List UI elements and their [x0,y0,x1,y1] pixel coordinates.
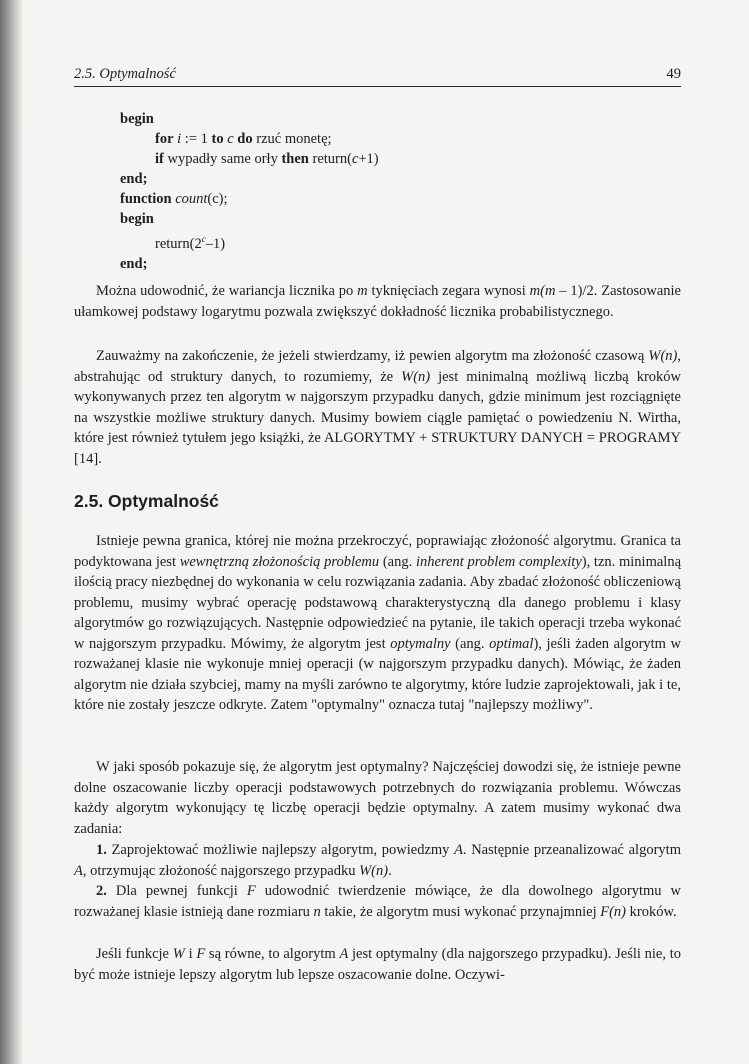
page-number: 49 [666,66,681,82]
algo-line-if: if wypadły same orły then return(c+1) [155,151,379,167]
section-heading: 2.5. Optymalność [74,491,219,511]
algo-line-for: for i := 1 to c do rzuć monetę; [155,131,332,147]
paragraph-how-to-show: W jaki sposób pokazuje się, że algorytm jest optymalny? Najczęściej dowodzi się, że istnieje pewne dolne oszacowanie liczby operacji podstawowych potrzebnych do rozwiązania problemu. Wówczas każdy algorytm wykonujący tę liczbę operacji będzie optymalny. A zatem musimy wykonać dwa zadania: [74,759,681,837]
algo-line-begin: begin [120,111,154,127]
book-spine-shadow [0,0,22,1064]
algo-line-return: return(2$^c$–1) [155,234,226,252]
paragraph-equal-functions: Jeśli funkcje W i F są równe, to algorytm A jest optymalny (dla najgorszego przypadku). Jeśli nie, to być może istnieje lepszy algorytm lub lepsze oszacowanie dolne. Oczywi- [74,946,681,983]
algo-line-function: function count(c); [120,191,228,207]
header-rule [74,86,681,87]
algorithm-block [120,109,379,274]
running-title: 2.5. Optymalność [74,66,176,82]
algo-line-begin-2: begin [120,211,154,227]
algo-line-end-2: end; [120,255,148,272]
paragraph-optimality: Istnieje pewna granica, której nie można przekroczyć, poprawiając złożoność algorytmu. Granica ta podyktowana jest wewnętrzną złożonością problemu (ang. inherent problem complexity), tzn. minimalną ilością pracy niezbędnej do wykonania w celu rozwiązania zadania. Aby zbadać złożoność obliczeniową problemu, musimy wybrać operację podstawową charakterystyczną dla danego problemu i klasy algorytmów go rozwiązujących. Następnie odpowiedzieć na pytanie, ile takich operacji trzeba wykonać w najgorszym przypadku. Mówimy, że algorytm jest optymalny (ang. optimal), jeśli żaden algorytm w rozważanej klasie nie wykonuje mniej operacji (w najgorszym przypadku danych). Mówiąc, że żaden algorytm nie działa szybciej, mamy na myśli zarówno te algorytmy, które ludzie zaprojektowali, jak i te, które nie zostały jeszcze odkryte. Zatem "optymalny" oznacza tutaj "najlepszy możliwy". [74,533,682,713]
task-1: 1. Zaprojektować możliwie najlepszy algorytm, powiedzmy A. Następnie przeanalizować algorytm A, otrzymując złożoność najgorszego przypadku W(n). [74,842,681,879]
paragraph-conclusion: Zauważmy na zakończenie, że jeżeli stwierdzamy, iż pewien algorytm ma złożoność czasową W(n), abstrahując od struktury danych, to rozumiemy, że W(n) jest minimalną możliwą liczbą kroków wykonywanych przez ten algorytm w najgorszym przypadku danych, gdzie minimum jest rozciągnięte na wszystkie możliwe struktury danych. Musimy bowiem ciągle pamiętać o powiedzeniu N. Wirtha, które jest również tytułem jego książki, że ALGORYTMY + STRUKTURY DANYCH = PROGRAMY [14]. [74,348,681,467]
task-2: 2. Dla pewnej funkcji F udowodnić twierdzenie mówiące, że dla dowolnego algorytmu w rozważanej klasie istnieją dane rozmiaru n takie, że algorytm musi wykonać przynajmniej F(n) kroków. [74,883,681,920]
running-header [74,66,681,86]
algo-line-end: end; [120,171,148,187]
paragraph-variance: Można udowodnić, że wariancja licznika po m tyknięciach zegara wynosi m(m – 1)/2. Zastosowanie ułamkowej podstawy logarytmu pozwala zwiększyć dokładność licznika probabilistycznego. [74,283,681,320]
